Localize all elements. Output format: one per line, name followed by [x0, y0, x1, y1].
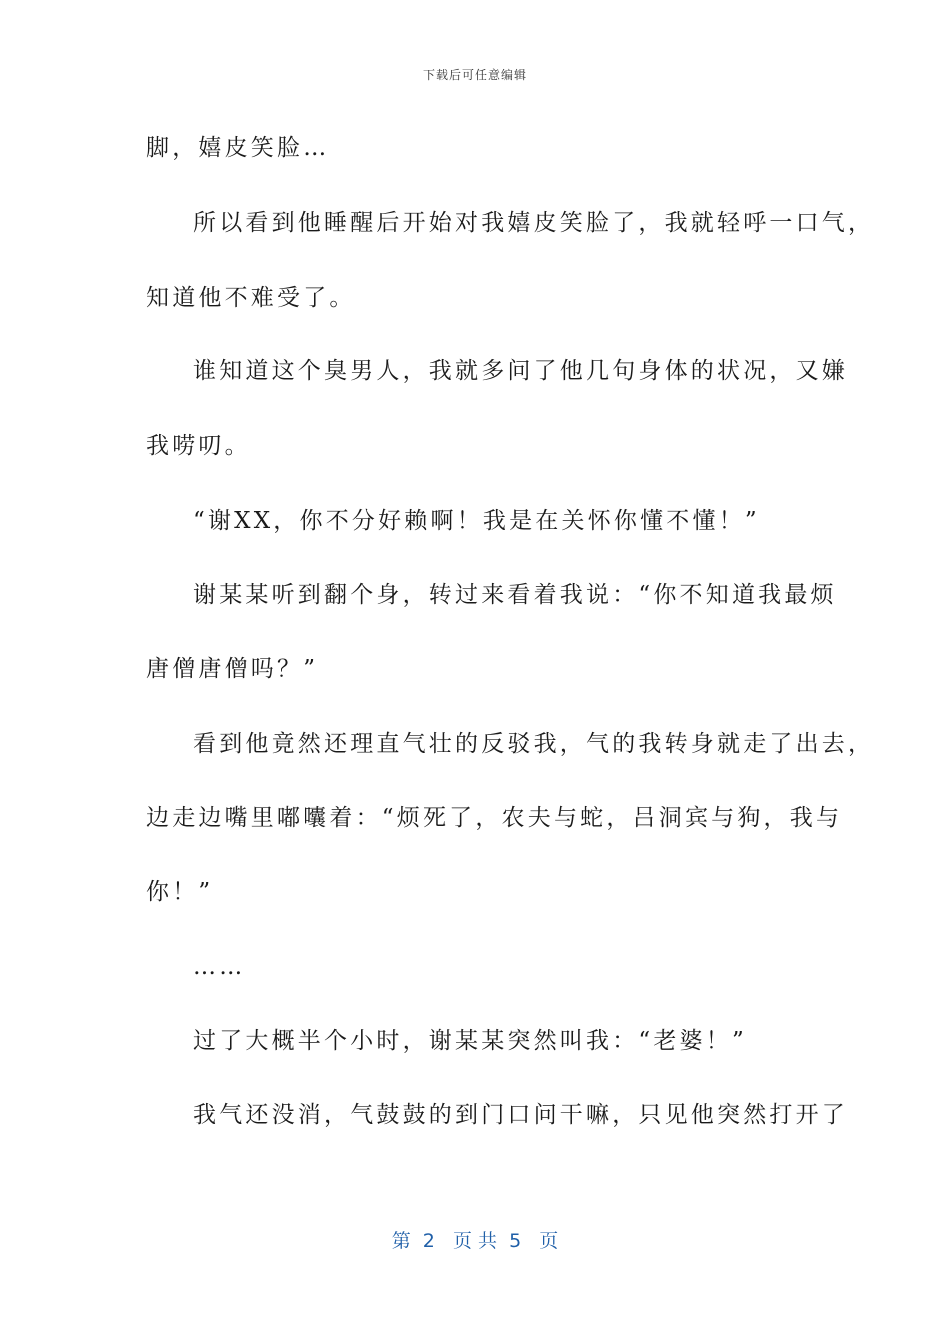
text-line: 我唠叨。: [146, 433, 251, 459]
page-number: 第 2 页 共 5 页: [391, 1230, 559, 1252]
text-line: 边走边嘴里嘟囔着：“烦死了，农夫与蛇，吕洞宾与狗，我与: [146, 805, 843, 831]
text-line: 知道他不难受了。: [146, 285, 356, 311]
text-line: 你！”: [146, 879, 214, 905]
paragraph-line: 所以看到他睡醒后开始对我嬉皮笑脸了，我就轻呼一口气，: [193, 210, 875, 236]
text-line: 脚，嬉皮笑脸…: [146, 135, 330, 161]
paragraph-line: 看到他竟然还理直气壮的反驳我，气的我转身就走了出去，: [193, 731, 875, 757]
page-header: 下载后可任意编辑: [422, 68, 527, 82]
paragraph-line: 谢某某听到翻个身，转过来看着我说：“你不知道我最烦: [193, 582, 837, 608]
paragraph-line: 我气还没消，气鼓鼓的到门口问干嘛，只见他突然打开了: [193, 1102, 848, 1128]
paragraph-line: “谢XX，你不分好赖啊！我是在关怀你懂不懂！”: [193, 508, 760, 534]
text-line: 唐僧唐僧吗？”: [146, 656, 319, 682]
paragraph-line: ……: [193, 954, 246, 980]
paragraph-line: 谁知道这个臭男人，我就多问了他几句身体的状况，又嫌: [193, 358, 848, 384]
paragraph-line: 过了大概半个小时，谢某某突然叫我：“老婆！”: [193, 1028, 747, 1054]
